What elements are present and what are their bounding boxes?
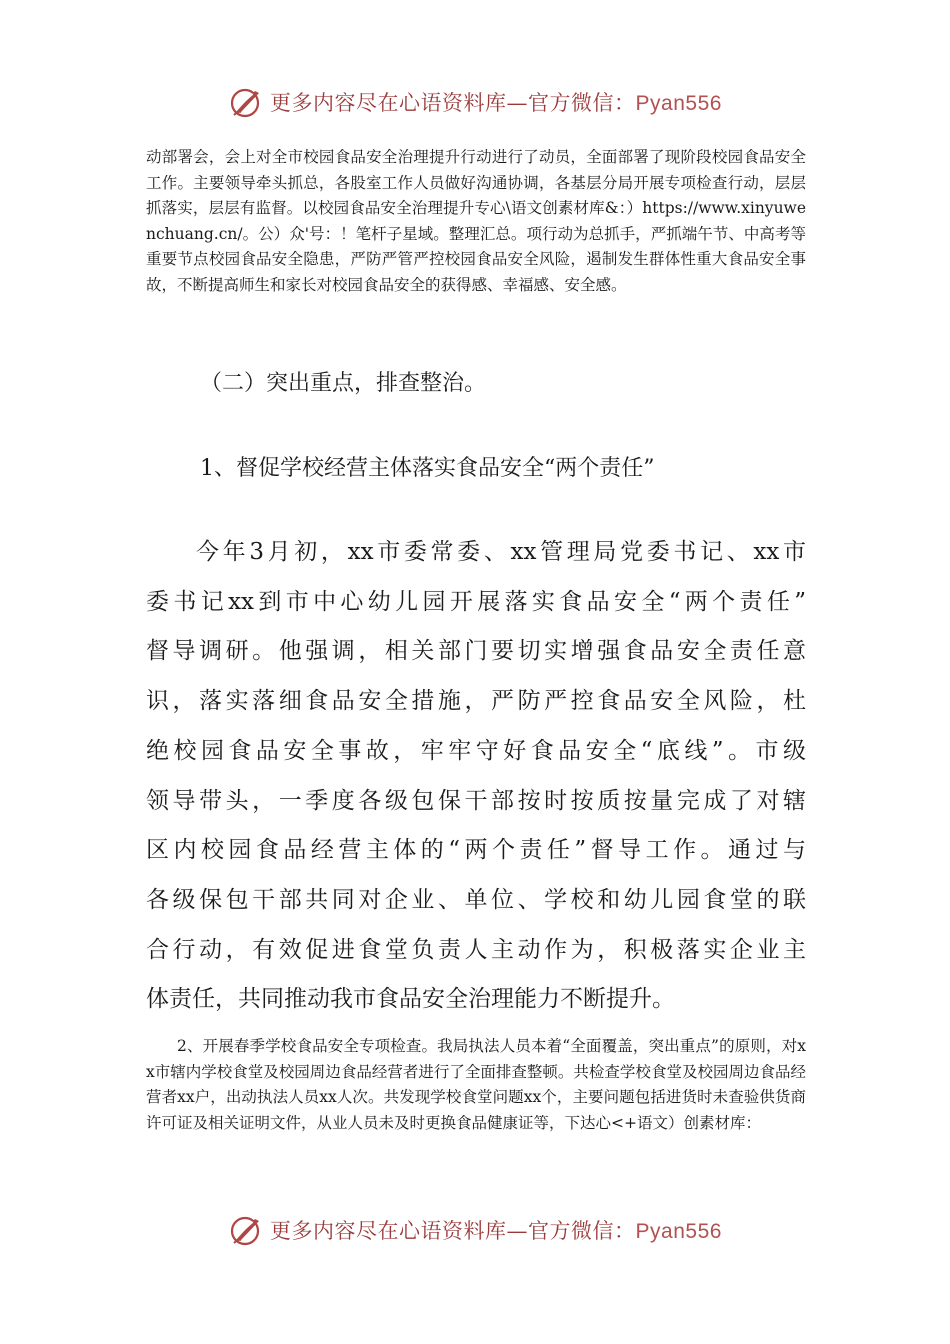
paragraph-line: 督导调研。他强调，相关部门要切实增强食品安全责任意: [146, 638, 806, 665]
paragraph-line: 领导带头，一季度各级包保干部按时按质按量完成了对辖: [146, 787, 806, 814]
paragraph-line: 识，落实落细食品安全措施，严防严控食品安全风险，杜: [146, 688, 806, 715]
banner-text: [270, 87, 722, 117]
paragraph-line: 委书记xx到市中心幼儿园开展落实食品安全“两个责任”: [146, 588, 806, 615]
header-watermark-banner: [0, 82, 950, 122]
quill-pen-logo-icon: [228, 84, 264, 120]
paragraph-line: 合行动，有效促进食堂负责人主动作为，积极落实企业主: [146, 936, 806, 963]
banner-wechat-id: Pyan556: [635, 92, 722, 115]
paragraph-line: 区内校园食品经营主体的“两个责任”督导工作。通过与: [146, 837, 806, 864]
paragraph-main: [146, 528, 806, 1025]
paragraph-inspection: 2、开展春季学校食品安全专项检查。我局执法人员本着“全面覆盖，突出重点”的原则，对xx市辖内学校食堂及校园周边食品经营者进行了全面排查整顿。共检查学校食堂及校园周边食品经营者xx户，出动执法人员xx人次。共发现学校食堂问题xx个，主要问题包括进货时未查验供货商许可证及相关证明文件，从业人员未及时更换食品健康证等，下达心<+语文）创素材库：: [146, 1037, 806, 1132]
banner-text: [270, 1215, 722, 1245]
banner-main-text: 更多内容尽在心语资料库—官方微信：: [270, 91, 636, 115]
banner-wechat-id: Pyan556: [635, 1220, 722, 1243]
section-heading: （二）突出重点，排查整治。: [200, 371, 487, 396]
paragraph-line: 各级保包干部共同对企业、单位、学校和幼儿园食堂的联: [146, 886, 806, 913]
footer-watermark-banner: [0, 1210, 950, 1250]
paragraph-line: 今年3月初，xx市委常委、xx管理局党委书记、xx市: [196, 539, 806, 565]
quill-pen-logo-icon: [228, 1212, 264, 1248]
paragraph-line: 体责任，共同推动我市食品安全治理能力不断提升。: [146, 986, 675, 1013]
subsection-heading: 1、督促学校经营主体落实食品安全“两个责任”: [200, 456, 655, 481]
paragraph-intro: 动部署会，会上对全市校园食品安全治理提升行动进行了动员，全面部署了现阶段校园食品安全工作。主要领导牵头抓总，各股室工作人员做好沟通协调，各基层分局开展专项检查行动，层层抓落实，层层有监督。以校园食品安全治理提升专心\语文创素材库&：）https://www.xinyuwenchuang.cn/。公）众'号：！笔杆子星域。整理汇总。项行动为总抓手，严抓端午节、中高考等重要节点校园食品安全隐患，严防严管严控校园食品安全风险，遏制发生群体性重大食品安全事故，不断提高师生和家长对校园食品安全的获得感、幸福感、安全感。: [146, 148, 806, 294]
banner-main-text: 更多内容尽在心语资料库—官方微信：: [270, 1219, 636, 1243]
paragraph-line: 绝校园食品安全事故，牢牢守好食品安全“底线”。市级: [146, 737, 806, 764]
